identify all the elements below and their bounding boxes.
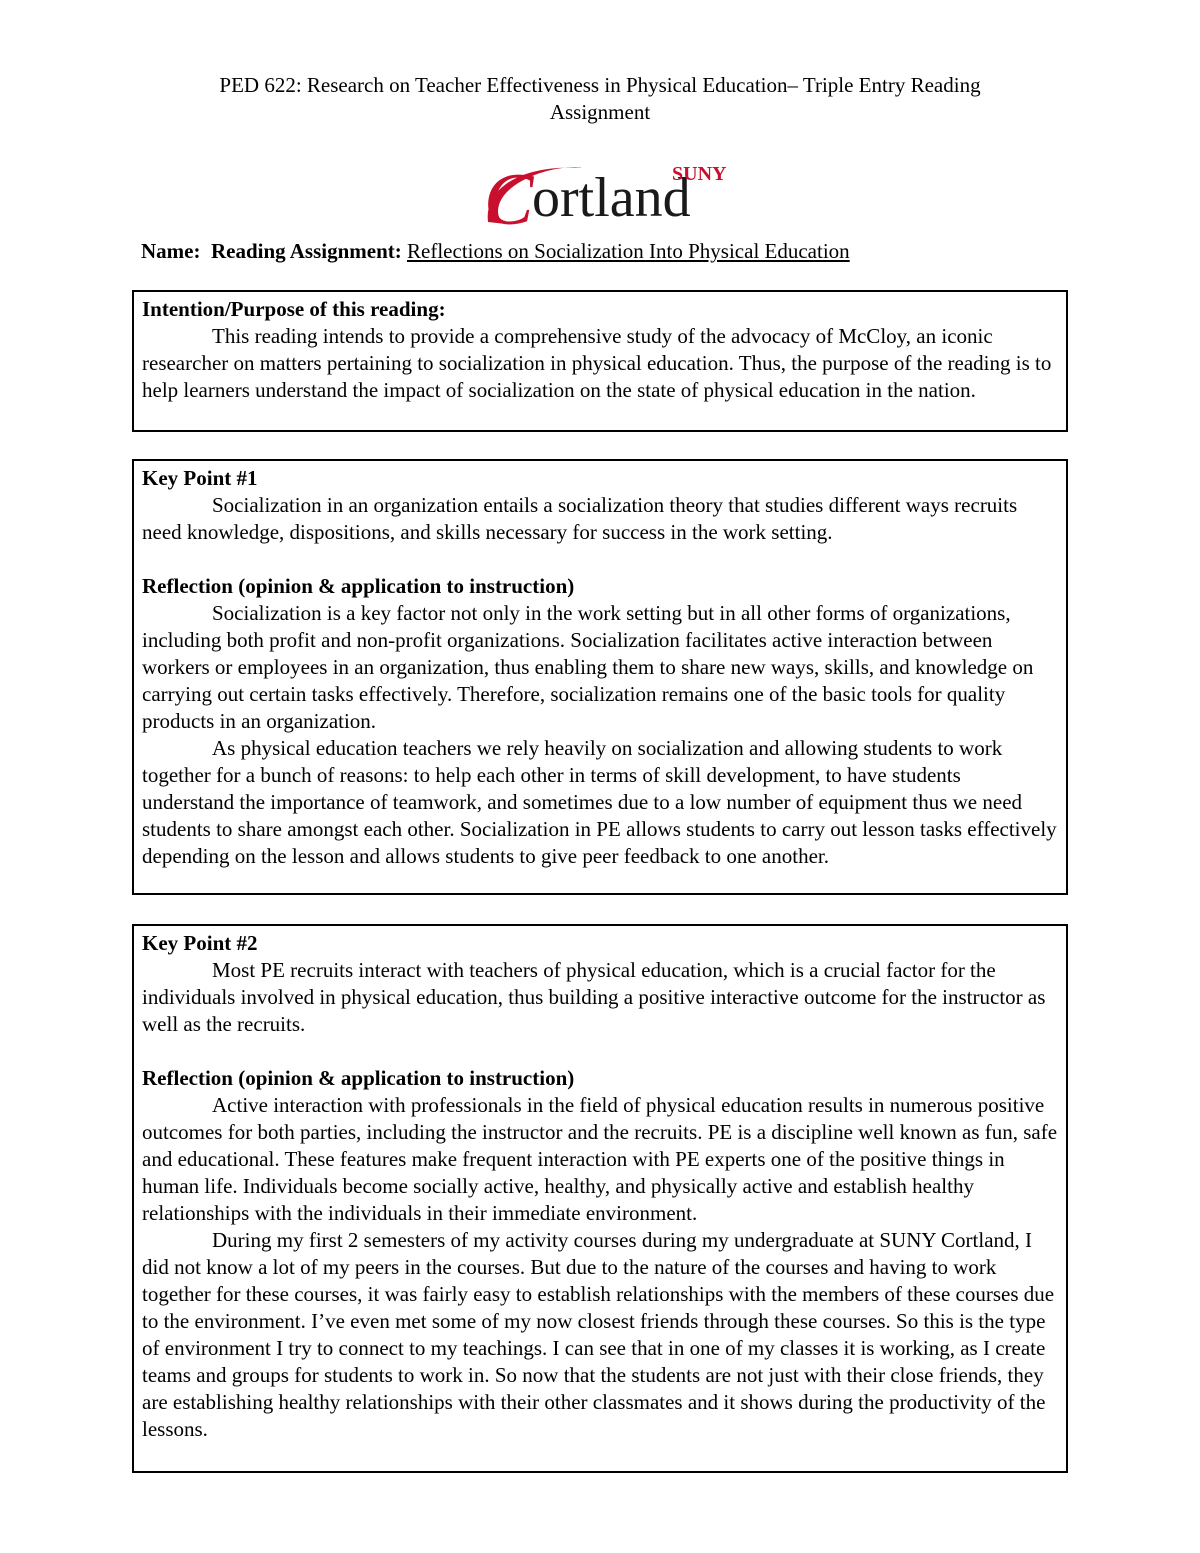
key-point-2-box bbox=[132, 924, 1068, 1473]
header-title-line2: Assignment bbox=[549, 100, 651, 124]
reflection-1-heading: Reflection (opinion & application to instruction) bbox=[142, 574, 575, 598]
reflection-2-heading: Reflection (opinion & application to instruction) bbox=[142, 1066, 575, 1090]
assignment-title: Reflections on Socialization Into Physical Education bbox=[407, 239, 850, 263]
suny-cortland-logo bbox=[482, 158, 752, 230]
key-point-1-box bbox=[132, 459, 1068, 895]
key-point-1-text: Socialization in an organization entails a socialization theory that studies different ways recruits need knowledge, dispositions, and skills necessary for success in the work setting. bbox=[142, 493, 1018, 544]
logo-cortland-text: ortland bbox=[532, 167, 691, 229]
reflection-2-paragraph-2: During my first 2 semesters of my activity courses during my undergraduate at SUNY Cortland, I did not know a lot of my peers in the courses. But due to the nature of the courses and having to work together for these courses, it was fairly easy to establish relationships with the members of these courses due to the environment. I’ve even met some of my now closest friends through these courses. So this is the type of environment I try to connect to my teachings. I can see that in one of my classes it is working, as I create teams and groups for students to work in. So now that the students are not just with their close friends, they are establishing healthy relationships with their other classmates and it shows during the productivity of the lessons. bbox=[142, 1228, 1055, 1441]
reflection-2-paragraph-1: Active interaction with professionals in the field of physical education results in numerous positive outcomes for both parties, including the instructor and the recruits. PE is a discipline well known as fun, safe and educational. These features make frequent interaction with PE experts one of the positive things in human life. Individuals become socially active, healthy, and physically active and establish healthy relationships with the individuals in their immediate environment. bbox=[142, 1093, 1058, 1225]
key-point-2-text: Most PE recruits interact with teachers of physical education, which is a crucial factor for the individuals involved in physical education, thus building a positive interactive outcome for the instructor as well as the recruits. bbox=[142, 958, 1046, 1036]
name-label: Name: bbox=[141, 239, 201, 263]
reflection-1-paragraph-1: Socialization is a key factor not only in the work setting but in all other forms of organizations, including both profit and non-profit organizations. Socialization facilitates active interaction between workers or employees in an organization, thus enabling them to share new ways, skills, and knowledge on carrying out certain tasks effectively. Therefore, socialization remains one of the basic tools for quality products in an organization. bbox=[142, 601, 1034, 733]
header-title-line1: PED 622: Research on Teacher Effectiveness in Physical Education– Triple Entry Reading bbox=[219, 73, 981, 97]
logo-suny-text: SUNY bbox=[672, 163, 727, 185]
page-header bbox=[150, 72, 1050, 126]
purpose-box bbox=[132, 290, 1068, 432]
key-point-1-heading: Key Point #1 bbox=[142, 466, 258, 490]
assignment-label: Reading Assignment: bbox=[210, 239, 402, 263]
purpose-text: This reading intends to provide a comprehensive study of the advocacy of McCloy, an iconic researcher on matters pertaining to socialization in physical education. Thus, the purpose of the reading is to help learners understand the impact of socialization on the state of physical education in the nation. bbox=[142, 324, 1052, 402]
key-point-2-heading: Key Point #2 bbox=[142, 931, 258, 955]
logo-c-letter: C bbox=[484, 159, 534, 230]
reflection-1-paragraph-2: As physical education teachers we rely heavily on socialization and allowing students to work together for a bunch of reasons: to help each other in terms of skill development, to have students understand the importance of teamwork, and sometimes due to a low number of equipment thus we need students to share amongst each other. Socialization in PE allows students to carry out lesson tasks effectively depending on the lesson and allows students to give peer feedback to one another. bbox=[142, 736, 1057, 868]
name-line bbox=[141, 238, 850, 265]
purpose-heading: Intention/Purpose of this reading: bbox=[142, 297, 446, 321]
